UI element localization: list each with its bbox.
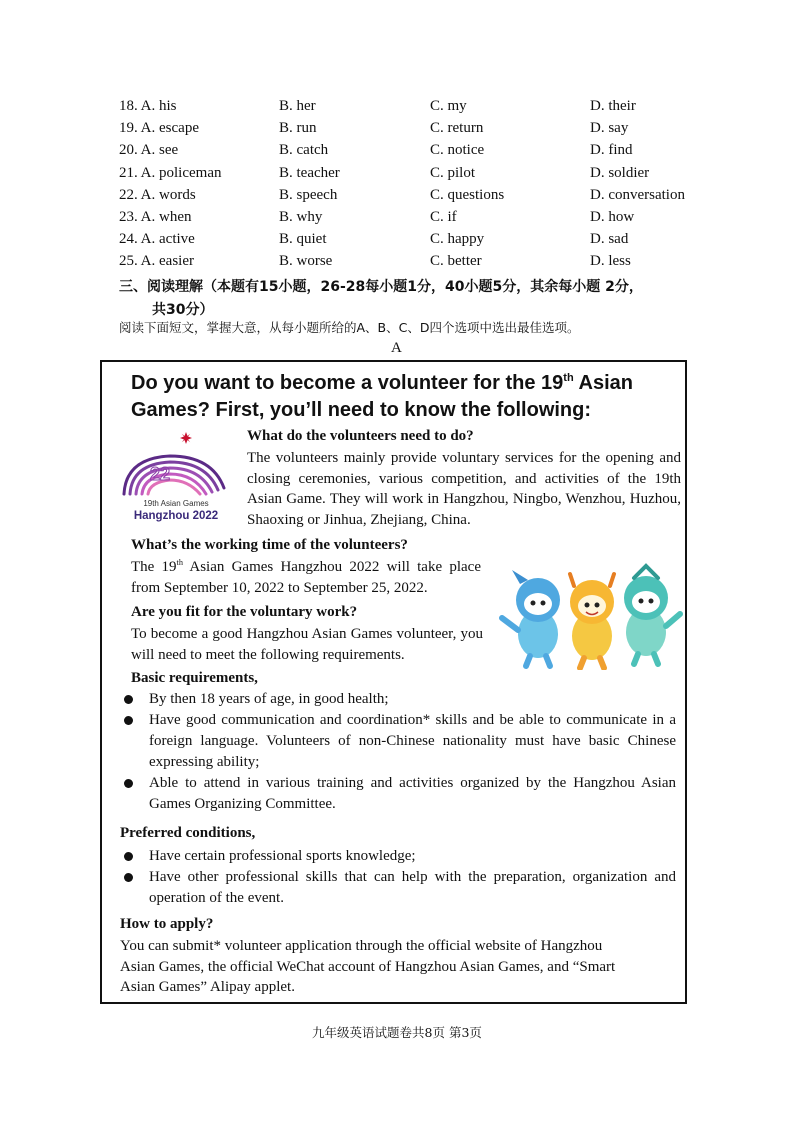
option-c: C. return bbox=[430, 120, 484, 137]
list-item-text: Have other professional skills that can help with the preparation, organization and operation of the event. bbox=[149, 869, 676, 906]
svg-text:Hangzhou 2022: Hangzhou 2022 bbox=[133, 510, 219, 522]
list-item bbox=[120, 867, 676, 909]
option-row bbox=[119, 117, 719, 139]
preferred-conditions-list bbox=[120, 846, 676, 909]
bullet-icon bbox=[124, 852, 133, 861]
option-b: B. catch bbox=[279, 142, 329, 159]
title-sup: th bbox=[563, 371, 574, 384]
option-c: C. my bbox=[430, 98, 467, 114]
option-b: B. quiet bbox=[279, 231, 327, 248]
option-row bbox=[119, 206, 719, 228]
option-row bbox=[119, 184, 719, 206]
option-c: C. pilot bbox=[430, 164, 476, 181]
text-sup: th bbox=[176, 557, 183, 567]
option-a: 20. A. see bbox=[119, 142, 179, 159]
list-item-text: By then 18 years of age, in good health; bbox=[149, 691, 389, 707]
bullet-icon bbox=[124, 873, 133, 882]
list-item bbox=[120, 689, 676, 710]
option-row bbox=[119, 162, 719, 184]
question-fit-for-work: Are you fit for the voluntary work? bbox=[131, 604, 358, 620]
text-part: The 19 bbox=[131, 559, 177, 575]
title-part: Do you want to become a volunteer for the 19 bbox=[131, 372, 564, 394]
section-heading-line2: 共30分） bbox=[152, 302, 214, 318]
option-a: 21. A. policeman bbox=[119, 164, 222, 181]
how-to-apply-heading: How to apply? bbox=[120, 916, 214, 932]
svg-text:19th Asian Games: 19th Asian Games bbox=[143, 499, 209, 508]
option-a: 23. A. when bbox=[119, 208, 192, 225]
svg-text:22: 22 bbox=[150, 464, 171, 484]
option-d: D. find bbox=[590, 142, 633, 159]
list-item bbox=[120, 846, 676, 867]
answer-fit-for-work: To become a good Hangzhou Asian Games volunteer, you will need to meet the following requirements. bbox=[131, 626, 483, 663]
mascots-icon bbox=[498, 560, 684, 670]
section-heading bbox=[119, 276, 689, 322]
question-working-time: What’s the working time of the volunteers? bbox=[131, 537, 408, 553]
page-footer: 九年级英语试题卷共8页 第3页 bbox=[312, 1025, 482, 1040]
asian-games-logo-icon bbox=[120, 428, 232, 524]
option-b: B. her bbox=[279, 98, 316, 114]
answer-working-time bbox=[131, 557, 481, 598]
option-a: 19. A. escape bbox=[119, 120, 199, 137]
option-c: C. if bbox=[430, 208, 457, 225]
section-heading-line1: 三、阅读理解（本题有15小题，26-28每小题1分，40小题5分，其余每小题 2分， bbox=[119, 279, 643, 295]
preferred-conditions-heading: Preferred conditions, bbox=[120, 825, 256, 841]
list-item bbox=[120, 773, 676, 815]
list-item-text: Have good communication and coordination* skills and be able to communicate in a foreign language. Volunteers of non-Chinese nationality must have basic Chinese expressing ability; bbox=[149, 712, 676, 770]
option-a: 24. A. active bbox=[119, 231, 195, 248]
option-row bbox=[119, 250, 719, 272]
basic-requirements-heading: Basic requirements, bbox=[131, 670, 258, 686]
option-row bbox=[119, 228, 719, 250]
option-d: D. less bbox=[590, 253, 631, 270]
passage-title bbox=[131, 370, 651, 424]
bullet-icon bbox=[124, 695, 133, 704]
option-d: D. their bbox=[590, 98, 636, 114]
choice-options bbox=[119, 95, 719, 273]
option-row bbox=[119, 95, 719, 117]
option-c: C. notice bbox=[430, 142, 485, 159]
answer-what-to-do: The volunteers mainly provide voluntary services for the opening and closing ceremonies, various competition, and activities of the 19th Asian Game. They will work in Hangzhou, Ningbo, Wenzhou, Huzhou, Shaoxing or Jinhua, Zhejiang, China. bbox=[247, 450, 681, 528]
question-what-to-do: What do the volunteers need to do? bbox=[247, 428, 474, 444]
list-item bbox=[120, 710, 676, 773]
section-instruction: 阅读下面短文，掌握大意，从每小题所给的A、B、C、D四个选项中选出最佳选项。 bbox=[119, 320, 580, 335]
option-d: D. say bbox=[590, 120, 629, 137]
option-d: D. soldier bbox=[590, 164, 650, 181]
option-a: 22. A. words bbox=[119, 186, 196, 203]
option-a: 18. A. his bbox=[119, 98, 177, 114]
title-part: Asian Games? First, you’ll need to know the following: bbox=[131, 372, 633, 421]
passage-box bbox=[100, 360, 687, 1004]
option-c: C. questions bbox=[430, 186, 505, 203]
text-part: Asian Games Hangzhou 2022 will take place from September 10, 2022 to September 25, 2022. bbox=[131, 559, 481, 596]
bullet-icon bbox=[124, 779, 133, 788]
option-d: D. how bbox=[590, 208, 635, 225]
option-b: B. speech bbox=[279, 186, 338, 203]
list-item-text: Able to attend in various training and activities organized by the Hangzhou Asian Games Organizing Committee. bbox=[149, 775, 676, 812]
option-b: B. run bbox=[279, 120, 317, 137]
option-b: B. worse bbox=[279, 253, 333, 270]
option-b: B. teacher bbox=[279, 164, 340, 181]
list-item-text: Have certain professional sports knowledge; bbox=[149, 848, 416, 864]
option-d: D. conversation bbox=[590, 186, 685, 203]
basic-requirements-list bbox=[120, 689, 676, 815]
option-c: C. happy bbox=[430, 231, 485, 248]
option-a: 25. A. easier bbox=[119, 253, 194, 270]
option-d: D. sad bbox=[590, 231, 629, 248]
option-b: B. why bbox=[279, 208, 323, 225]
how-to-apply-text: You can submit* volunteer application through the official website of Hangzhou Asian Games, the official WeChat account of Hangzhou Asian Games, and “Smart Asian Games” Alipay applet. bbox=[120, 938, 616, 995]
option-c: C. better bbox=[430, 253, 482, 270]
option-row bbox=[119, 139, 719, 161]
passage-letter: A bbox=[391, 340, 402, 356]
bullet-icon bbox=[124, 716, 133, 725]
